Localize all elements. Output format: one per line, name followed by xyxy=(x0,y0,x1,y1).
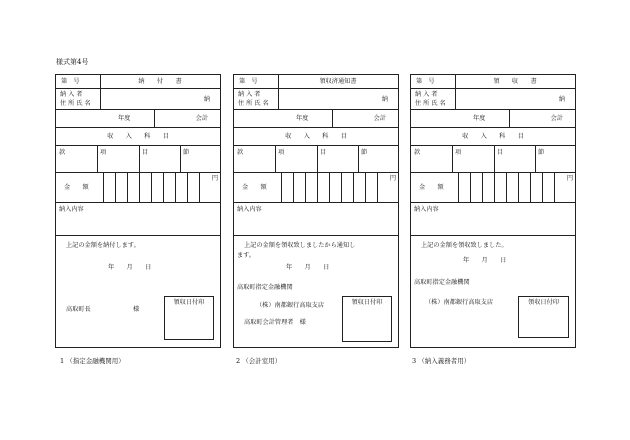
message: 上記の金額を領収致しました。 xyxy=(421,242,508,249)
fiscal-year-label: 年度 xyxy=(118,115,131,122)
bank-label: 高取町指定金融機関 xyxy=(414,279,470,286)
col-setsu: 節 xyxy=(361,149,368,156)
payer-row xyxy=(411,89,575,110)
col-setsu: 節 xyxy=(538,149,545,156)
date-line: 年 月 日 xyxy=(463,257,507,264)
col-kou: 項 xyxy=(455,149,462,156)
account-label: 会計 xyxy=(550,115,563,122)
bank-branch: （株）南都銀行高取支店 xyxy=(256,302,325,309)
payer-suffix: 納 xyxy=(203,96,210,103)
contents-row xyxy=(56,203,220,236)
contents-row xyxy=(411,203,575,236)
amount-row xyxy=(411,173,575,203)
title-row xyxy=(56,75,220,89)
message-continued: ます。 xyxy=(237,252,256,259)
slip-number-label: 第 号 xyxy=(416,78,435,85)
amount-label: 金 額 xyxy=(242,184,267,191)
footer-label-2: 2 （会計室用） xyxy=(236,357,282,365)
date-line: 年 月 日 xyxy=(286,264,330,271)
revenue-heading: 収 入 科 目 xyxy=(107,133,169,140)
contents-label: 納入内容 xyxy=(59,206,84,213)
date-line: 年 月 日 xyxy=(108,264,152,271)
col-kan: 款 xyxy=(414,149,421,156)
category-row xyxy=(56,146,220,173)
col-setsu: 節 xyxy=(183,149,190,156)
col-kan: 款 xyxy=(237,149,244,156)
receipt-stamp-box xyxy=(164,296,214,340)
fiscal-row xyxy=(56,110,220,128)
bank-branch: （株）南都銀行高取支店 xyxy=(425,299,494,306)
slip-number-label: 第 号 xyxy=(239,78,258,85)
revenue-heading: 収 入 科 目 xyxy=(462,133,524,140)
payer-label-line1: 納 入 者 xyxy=(415,91,438,98)
yen-label: 円 xyxy=(389,175,396,182)
account-label: 会計 xyxy=(195,115,208,122)
col-kou: 項 xyxy=(278,149,285,156)
revenue-heading-row xyxy=(56,128,220,146)
col-moku: 目 xyxy=(320,149,327,156)
contents-row xyxy=(234,203,398,236)
treasurer-label: 高取町会計管理者 様 xyxy=(244,319,306,326)
form-number: 様式第4号 xyxy=(56,58,89,66)
payer-suffix: 納 xyxy=(558,96,565,103)
receipt-stamp-box xyxy=(342,296,392,342)
footer-label-1: 1 （指定金融機関用） xyxy=(60,357,125,365)
contents-label: 納入内容 xyxy=(237,206,262,213)
title-row xyxy=(411,75,575,89)
revenue-heading: 収 入 科 目 xyxy=(285,133,347,140)
slip-number-label: 第 号 xyxy=(61,78,80,85)
amount-label: 金 額 xyxy=(64,184,89,191)
yen-label: 円 xyxy=(211,175,218,182)
amount-row xyxy=(56,173,220,203)
slip-receipt-notice xyxy=(233,74,399,348)
revenue-heading-row xyxy=(234,128,398,146)
contents-label: 納入内容 xyxy=(414,206,439,213)
slip-payment-form xyxy=(55,74,221,348)
category-row xyxy=(234,146,398,173)
payer-label-line2: 住 所 氏 名 xyxy=(60,100,91,107)
amount-row xyxy=(234,173,398,203)
revenue-heading-row xyxy=(411,128,575,146)
payer-label-line2: 住 所 氏 名 xyxy=(238,100,269,107)
payer-row xyxy=(56,89,220,110)
payer-label-line2: 住 所 氏 名 xyxy=(415,100,446,107)
col-kou: 項 xyxy=(100,149,107,156)
slip-title: 領 収 書 xyxy=(493,78,537,85)
slip-title: 納 付 書 xyxy=(138,78,182,85)
payer-label-line1: 納 入 者 xyxy=(60,91,83,98)
title-row xyxy=(234,75,398,89)
bank-label: 高取町指定金融機関 xyxy=(237,284,293,291)
slip-title: 領収済通知書 xyxy=(319,78,357,85)
amount-label: 金 額 xyxy=(419,184,444,191)
payer-suffix: 納 xyxy=(381,96,388,103)
stamp-label: 領収日付印 xyxy=(528,299,559,306)
message: 上記の金額を領収致しましたから通知し xyxy=(244,242,356,249)
honorific: 様 xyxy=(133,306,140,313)
receipt-stamp-box xyxy=(518,296,569,338)
fiscal-year-label: 年度 xyxy=(296,115,309,122)
account-label: 会計 xyxy=(373,115,386,122)
category-row xyxy=(411,146,575,173)
col-moku: 目 xyxy=(142,149,149,156)
slip-receipt xyxy=(410,74,576,348)
issuer-label: 高取町長 xyxy=(66,306,91,313)
yen-label: 円 xyxy=(566,175,573,182)
col-moku: 目 xyxy=(497,149,504,156)
col-kan: 款 xyxy=(59,149,66,156)
footer-label-3: 3 （納入義務者用） xyxy=(412,357,471,365)
message: 上記の金額を納付します。 xyxy=(66,242,140,249)
stamp-label: 領収日付印 xyxy=(173,299,205,306)
payer-label-line1: 納 入 者 xyxy=(238,91,261,98)
stamp-label: 領収日付印 xyxy=(351,299,383,306)
payer-row xyxy=(234,89,398,110)
fiscal-year-label: 年度 xyxy=(473,115,486,122)
fiscal-row xyxy=(411,110,575,128)
fiscal-row xyxy=(234,110,398,128)
